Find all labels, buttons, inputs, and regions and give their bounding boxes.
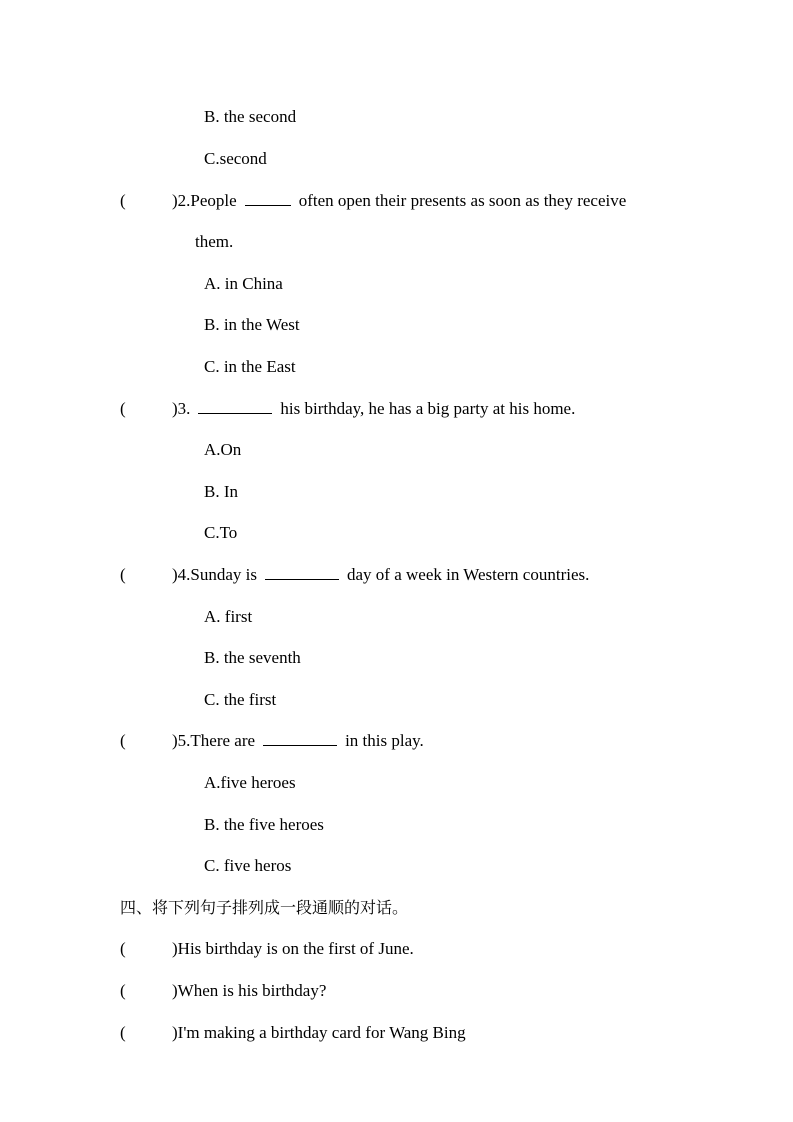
question-4-text-after: day of a week in Western countries. bbox=[347, 565, 590, 584]
q5-option-b: B. the five heroes bbox=[204, 815, 324, 834]
question-5-text-before: )5.There are bbox=[172, 731, 256, 750]
answer-blank bbox=[263, 730, 337, 746]
answer-paren: ( bbox=[120, 565, 126, 584]
q2-option-c: C. in the East bbox=[204, 357, 296, 376]
dialogue-item-3 bbox=[120, 1022, 466, 1044]
q4-option-a: A. first bbox=[204, 607, 253, 626]
answer-blank bbox=[245, 190, 291, 206]
dialogue-item-1 bbox=[120, 938, 414, 960]
q3-option-a: A.On bbox=[204, 440, 242, 459]
dialogue-item-text: )His birthday is on the first of June. bbox=[172, 939, 414, 958]
question-4 bbox=[120, 564, 589, 586]
q3-option-b: B. In bbox=[204, 482, 238, 501]
q4-option-c: C. the first bbox=[204, 690, 277, 709]
question-2-text-before: )2.People bbox=[172, 191, 237, 210]
q1-option-c: C.second bbox=[204, 149, 267, 168]
answer-paren: ( bbox=[120, 1023, 126, 1042]
question-5 bbox=[120, 730, 424, 752]
question-2-text-after: often open their presents as soon as they receive bbox=[298, 191, 627, 210]
answer-paren: ( bbox=[120, 399, 126, 418]
question-3-text-before: )3. bbox=[172, 399, 191, 418]
answer-paren: ( bbox=[120, 191, 126, 210]
q3-option-c: C.To bbox=[204, 523, 238, 542]
answer-paren: ( bbox=[120, 939, 126, 958]
section-4-heading: 四、将下列句子排列成一段通顺的对话。 bbox=[120, 898, 409, 917]
dialogue-item-text: )I'm making a birthday card for Wang Bing bbox=[172, 1023, 466, 1042]
answer-blank bbox=[198, 398, 272, 414]
question-2-continuation: them. bbox=[195, 232, 234, 251]
dialogue-item-text: )When is his birthday? bbox=[172, 981, 327, 1000]
q5-option-c: C. five heros bbox=[204, 856, 292, 875]
answer-paren: ( bbox=[120, 981, 126, 1000]
q1-option-b: B. the second bbox=[204, 107, 297, 126]
q4-option-b: B. the seventh bbox=[204, 648, 301, 667]
answer-blank bbox=[265, 564, 339, 580]
question-2 bbox=[120, 190, 626, 212]
question-3 bbox=[120, 398, 575, 420]
question-3-text-after: his birthday, he has a big party at his home. bbox=[280, 399, 576, 418]
answer-paren: ( bbox=[120, 731, 126, 750]
question-5-text-after: in this play. bbox=[345, 731, 424, 750]
q5-option-a: A.five heroes bbox=[204, 773, 296, 792]
q2-option-b: B. in the West bbox=[204, 315, 300, 334]
dialogue-item-2 bbox=[120, 980, 326, 1002]
question-4-text-before: )4.Sunday is bbox=[172, 565, 257, 584]
q2-option-a: A. in China bbox=[204, 274, 283, 293]
